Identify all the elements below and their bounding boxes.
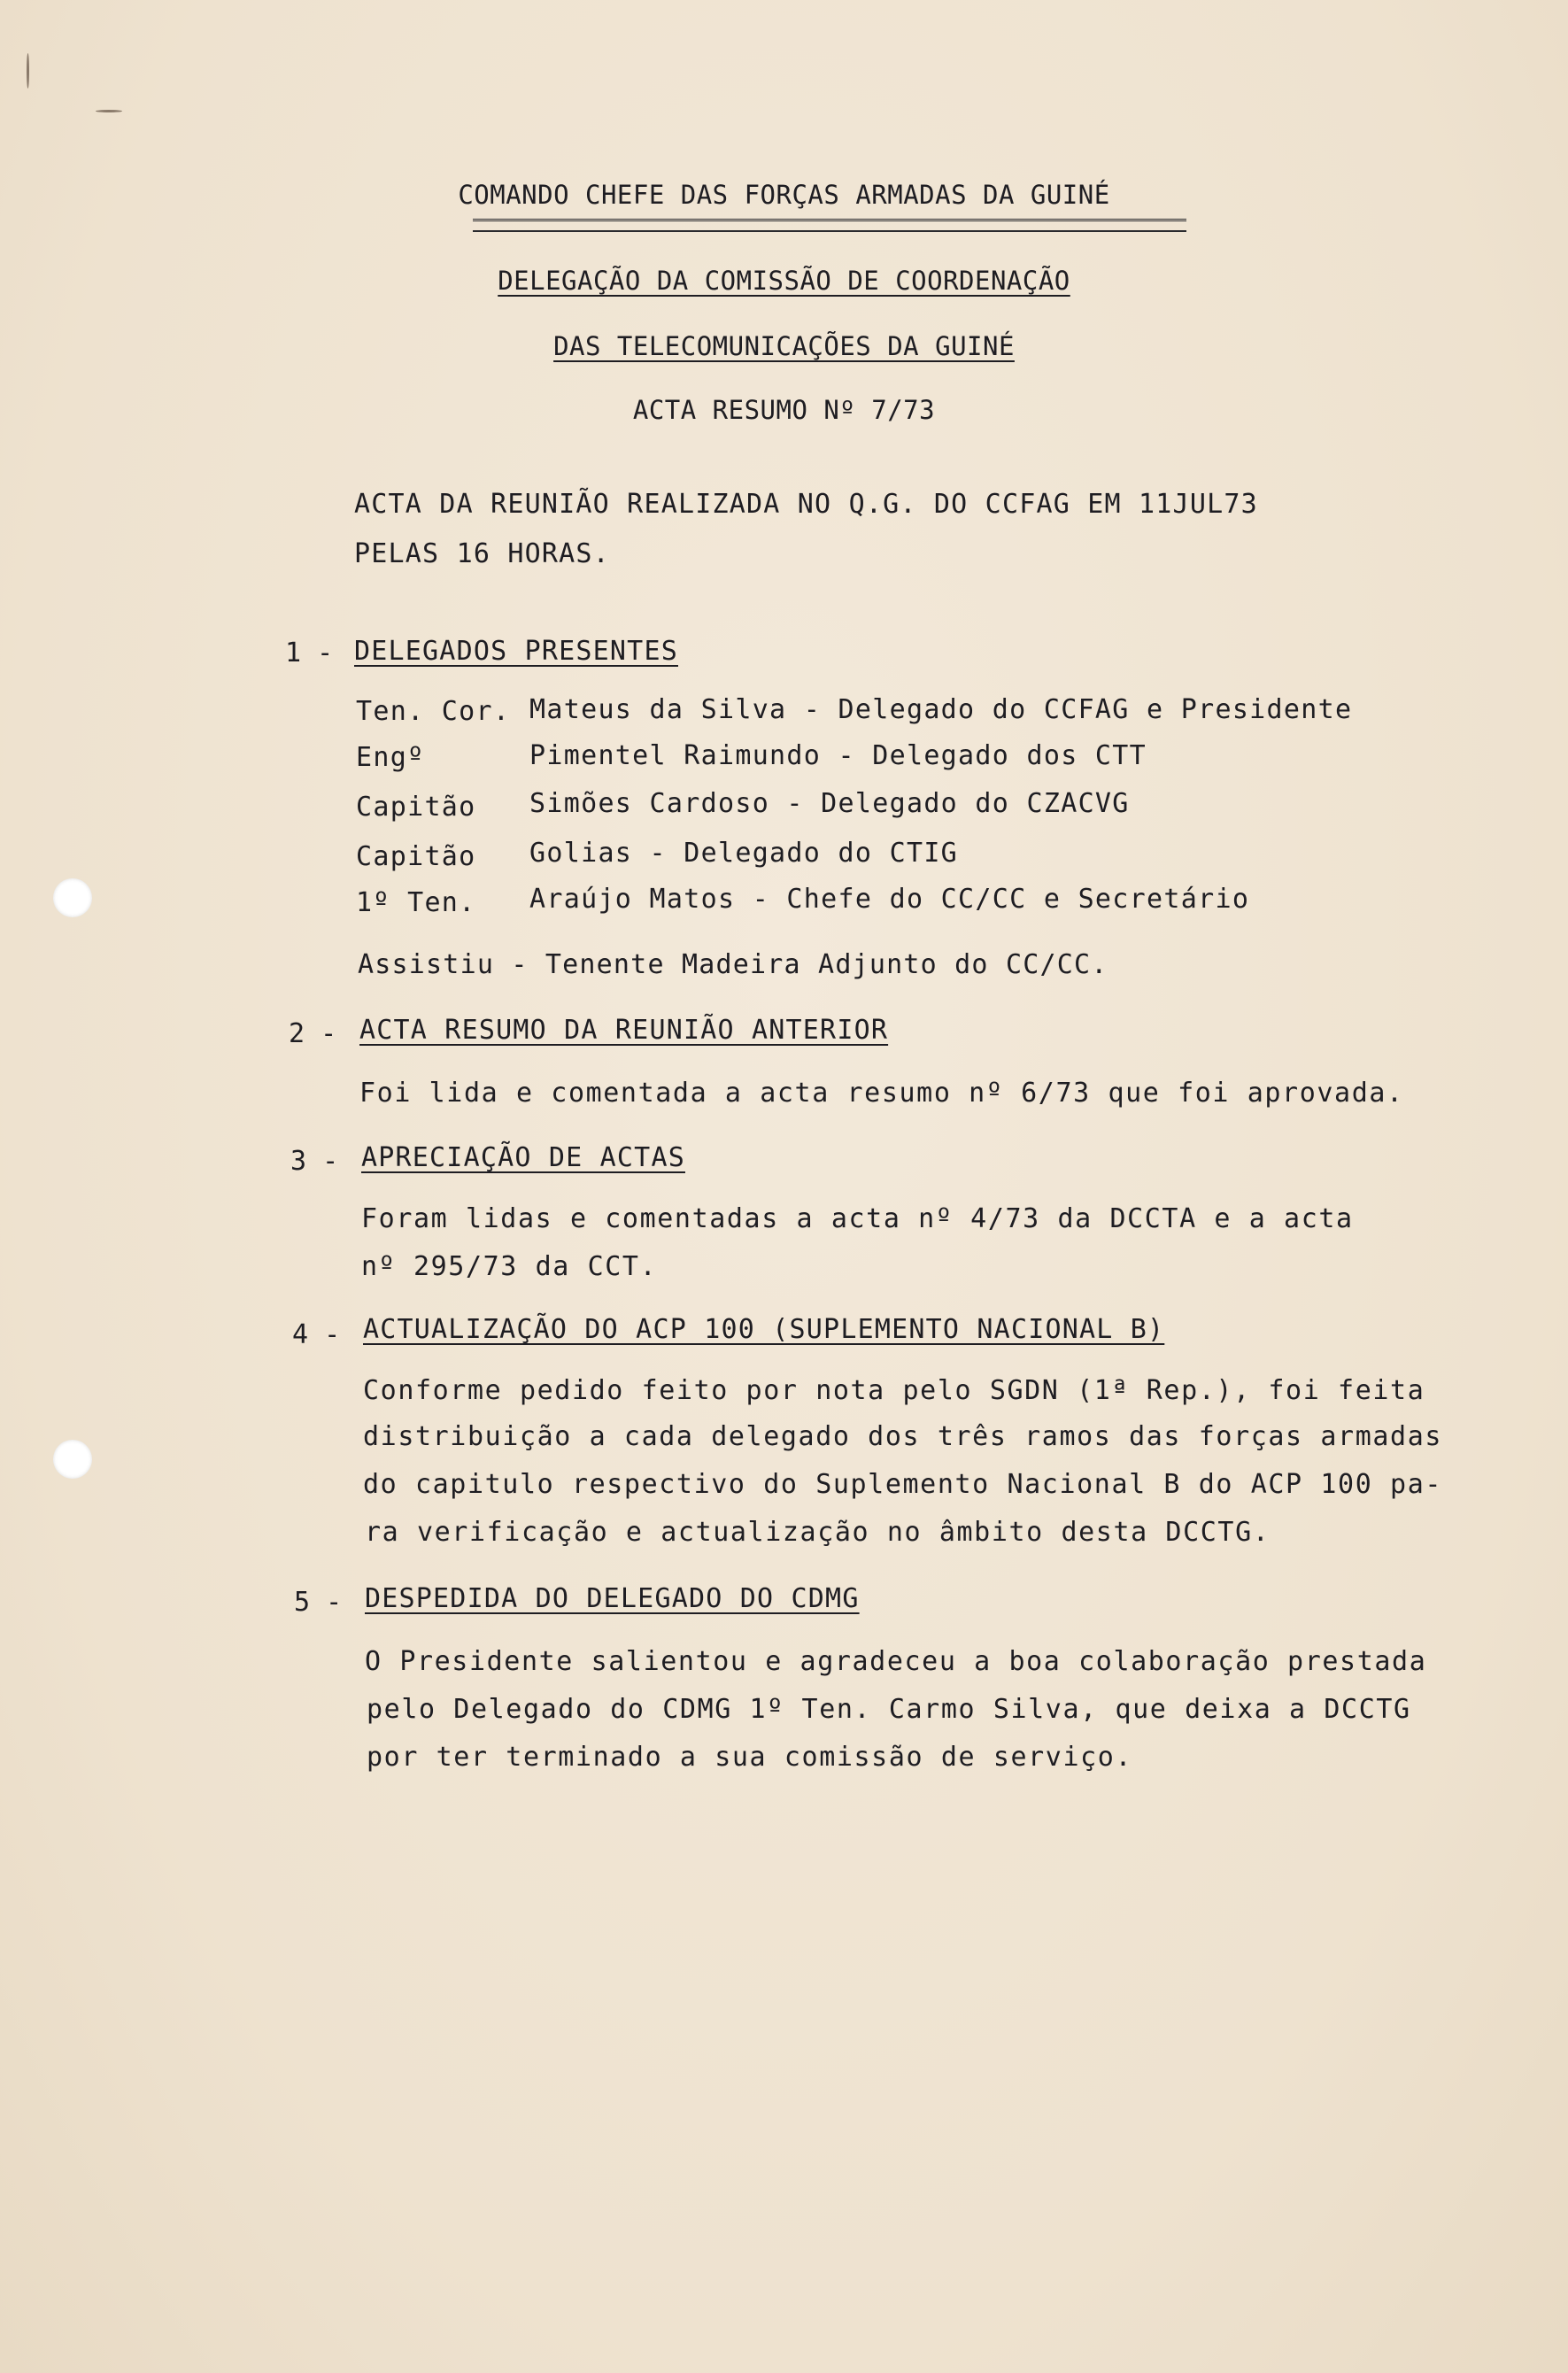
section-5-line: por ter terminado a sua comissão de serviço.: [367, 1742, 1133, 1773]
header-line-4: ACTA RESUMO Nº 7/73: [632, 395, 936, 425]
delegate-text: Golias - Delegado do CTIG: [529, 838, 959, 869]
section-4-title: ACTUALIZAÇÃO DO ACP 100 (SUPLEMENTO NACIONAL B): [363, 1314, 1165, 1345]
section-3-line: Foram lidas e comentadas a acta nº 4/73 da DCCTA e a acta: [361, 1203, 1354, 1234]
section-5-title: DESPEDIDA DO DELEGADO DO CDMG: [365, 1583, 860, 1614]
section-4-line: ra verificação e actualização no âmbito desta DCCTG.: [365, 1517, 1271, 1548]
delegate-text: Simões Cardoso - Delegado do CZACVG: [529, 788, 1130, 819]
section-2-number: 2 -: [289, 1018, 337, 1049]
section-3-title: APRECIAÇÃO DE ACTAS: [361, 1142, 685, 1173]
header-double-rule: [473, 219, 1186, 232]
intro-line-1: ACTA DA REUNIÃO REALIZADA NO Q.G. DO CCFAG EM 11JUL73: [354, 489, 1258, 520]
section-1-title: DELEGADOS PRESENTES: [354, 636, 678, 667]
delegate-text: Araújo Matos - Chefe do CC/CC e Secretário: [529, 884, 1250, 915]
attended-line: Assistiu - Tenente Madeira Adjunto do CC/CC.: [358, 949, 1108, 980]
section-2-title: ACTA RESUMO DA REUNIÃO ANTERIOR: [359, 1015, 889, 1046]
header-line-3: DAS TELECOMUNICAÇÕES DA GUINÉ: [553, 331, 1015, 361]
section-4-line: do capitulo respectivo do Suplemento Nacional B do ACP 100 pa-: [363, 1469, 1443, 1500]
intro-line-2: PELAS 16 HORAS.: [354, 538, 610, 569]
delegate-rank: Engº: [356, 742, 425, 773]
header-line-2: DELEGAÇÃO DA COMISSÃO DE COORDENAÇÃO: [498, 266, 1070, 296]
section-5-number: 5 -: [294, 1587, 343, 1618]
section-3-line: nº 295/73 da CCT.: [361, 1251, 658, 1282]
section-4-line: distribuição a cada delegado dos três ramos das forças armadas: [363, 1421, 1443, 1452]
delegate-rank: Capitão: [356, 841, 476, 872]
paper-speck: [27, 53, 29, 89]
section-4-number: 4 -: [292, 1319, 341, 1350]
punch-hole-bottom: [53, 1440, 92, 1479]
delegate-rank: Ten. Cor.: [356, 696, 511, 727]
delegate-text: Pimentel Raimundo - Delegado dos CTT: [529, 740, 1147, 771]
punch-hole-top: [53, 878, 92, 917]
delegate-rank: Capitão: [356, 792, 476, 823]
section-2-line: Foi lida e comentada a acta resumo nº 6/73 que foi aprovada.: [359, 1078, 1404, 1109]
delegate-text: Mateus da Silva - Delegado do CCFAG e Presidente: [529, 694, 1353, 725]
section-1-number: 1 -: [285, 638, 334, 669]
paper-speck: [96, 110, 122, 112]
section-5-line: pelo Delegado do CDMG 1º Ten. Carmo Silva, que deixa a DCCTG: [367, 1694, 1411, 1725]
section-3-number: 3 -: [290, 1146, 339, 1177]
delegate-rank: 1º Ten.: [356, 887, 476, 918]
section-5-line: O Presidente salientou e agradeceu a boa colaboração prestada: [365, 1646, 1427, 1677]
header-line-1: COMANDO CHEFE DAS FORÇAS ARMADAS DA GUINÉ: [458, 180, 1110, 210]
section-4-line: Conforme pedido feito por nota pelo SGDN (1ª Rep.), foi feita: [363, 1375, 1425, 1406]
